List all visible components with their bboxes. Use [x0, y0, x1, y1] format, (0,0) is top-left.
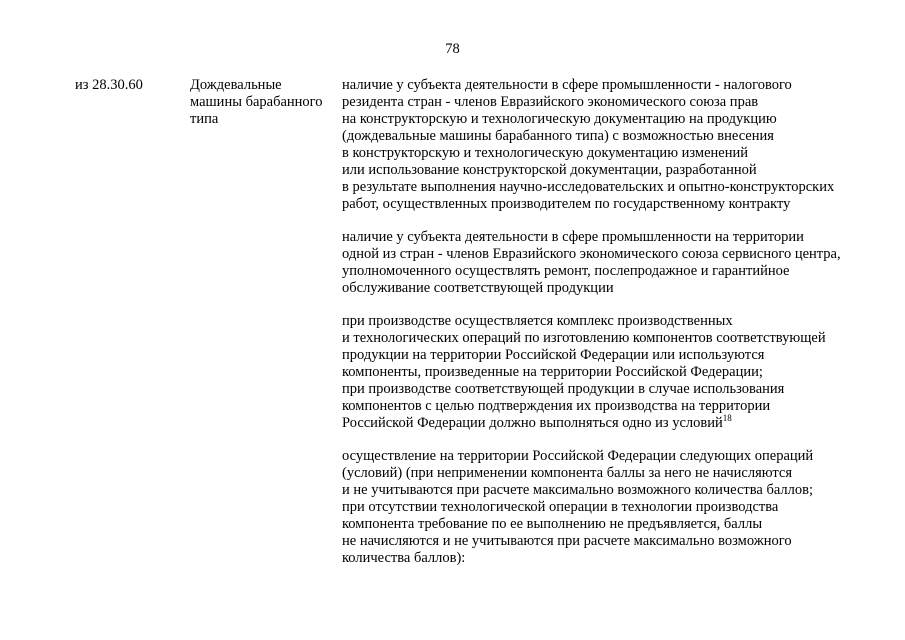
- requirement-paragraph: [342, 313, 872, 432]
- requirement-line: и технологических операций по изготовлению компонентов соответствующей: [342, 330, 826, 346]
- requirement-line: наличие у субъекта деятельности в сфере промышленности на территории: [342, 229, 804, 245]
- requirement-paragraph: [342, 229, 872, 297]
- requirement-line: при производстве соответствующей продукции в случае использования: [342, 381, 785, 397]
- requirement-paragraph: [342, 448, 872, 567]
- product-name-line: машины барабанного: [190, 94, 323, 110]
- requirement-line: количества баллов):: [342, 550, 466, 566]
- requirement-line: в конструкторскую и технологическую документацию изменений: [342, 145, 749, 161]
- requirement-line: компоненты, произведенные на территории Российской Федерации;: [342, 364, 763, 380]
- product-name-line: Дождевальные: [190, 77, 282, 93]
- product-name-line: типа: [190, 111, 219, 127]
- requirement-line: и не учитываются при расчете максимально возможного количества баллов;: [342, 482, 813, 498]
- requirement-line: уполномоченного осуществлять ремонт, послепродажное и гарантийное: [342, 263, 790, 279]
- requirement-line: [342, 415, 872, 432]
- page-number: 78: [445, 41, 460, 57]
- requirement-line: осуществление на территории Российской Федерации следующих операций: [342, 448, 814, 464]
- requirement-paragraph: [342, 77, 872, 213]
- requirement-line: на конструкторскую и технологическую документацию на продукцию: [342, 111, 777, 127]
- requirement-line: при производстве осуществляется комплекс производственных: [342, 313, 733, 329]
- requirement-line: компонента требование по ее выполнению не предъявляется, баллы: [342, 516, 763, 532]
- requirement-line: одной из стран - членов Евразийского экономического союза сервисного центра,: [342, 246, 841, 262]
- requirement-line-text: Российской Федерации должно выполняться одно из условий: [342, 415, 723, 431]
- footnote-marker: 18: [722, 413, 732, 423]
- requirement-line: обслуживание соответствующей продукции: [342, 280, 614, 296]
- requirement-line: не начисляются и не учитываются при расчете максимально возможного: [342, 533, 792, 549]
- requirement-line: резидента стран - членов Евразийского экономического союза прав: [342, 94, 759, 110]
- requirement-line: при отсутствии технологической операции в технологии производства: [342, 499, 779, 515]
- requirement-line: (дождевальные машины барабанного типа) с возможностью внесения: [342, 128, 774, 144]
- requirement-line: наличие у субъекта деятельности в сфере промышленности - налогового: [342, 77, 792, 93]
- product-name: [190, 77, 338, 128]
- requirement-line: работ, осуществленных производителем по государственному контракту: [342, 196, 791, 212]
- requirement-line: в результате выполнения научно-исследовательских и опытно-конструкторских: [342, 179, 835, 195]
- requirement-line: продукции на территории Российской Федерации или используются: [342, 347, 765, 363]
- product-code: из 28.30.60: [75, 77, 143, 93]
- requirements-column: [342, 77, 872, 583]
- requirement-line: (условий) (при неприменении компонента баллы за него не начисляются: [342, 465, 793, 481]
- requirement-line: или использование конструкторской документации, разработанной: [342, 162, 757, 178]
- requirement-line: компонентов с целью подтверждения их производства на территории: [342, 398, 771, 414]
